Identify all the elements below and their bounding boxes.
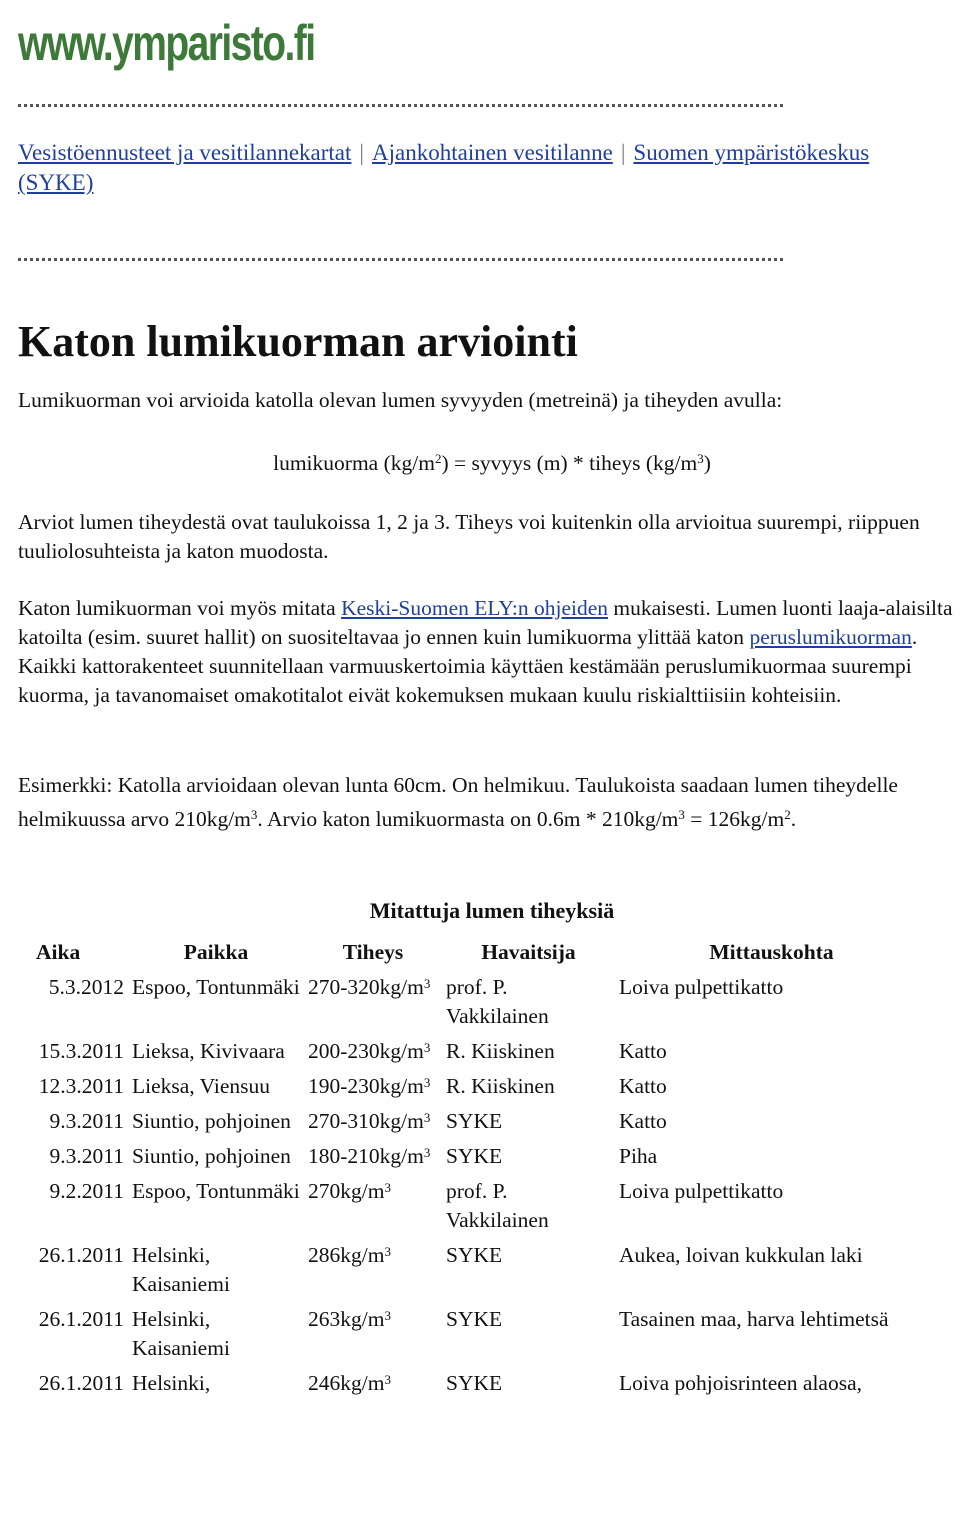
cell-observer: SYKE [446,1109,503,1133]
dotted-divider [18,104,783,107]
cell-place: Espoo, Tontunmäki [132,975,300,999]
cell-place: Siuntio, pohjoinen [132,1109,291,1133]
table-row [36,1142,924,1171]
table-row [36,1107,924,1136]
cell-date: 12.3.2011 [38,1074,124,1098]
cell-density: $270-320kg/m^3$ [308,975,431,999]
cell-location: Loiva pulpettikatto [619,975,784,999]
snow-density-table [28,932,932,1404]
nav-link-water-situation[interactable]: Ajankohtainen vesitilanne [372,140,613,165]
table-row [36,1177,924,1235]
cell-observer: SYKE [446,1243,503,1267]
cell-date: 26.1.2011 [38,1307,124,1331]
cell-place: Lieksa, Kivivaara [132,1039,285,1063]
table-row [36,1241,924,1299]
cell-density: $286kg/m^3$ [308,1243,391,1267]
cell-location: Aukea, loivan kukkulan laki [619,1243,863,1267]
ely-guide-link[interactable]: Keski-Suomen ELY:n ohjeiden [341,596,609,620]
page-title: Katon lumikuorman arviointi [18,317,578,366]
cell-density: $190-230kg/m^3$ [308,1074,431,1098]
cell-density: $270kg/m^3$ [308,1179,391,1203]
table-header-row [36,938,924,967]
measurement-paragraph: Katon lumikuorman voi myös mitata Keski-Suomen ELY:n ohjeiden mukaisesti. Lumen luonti laaja-alaisilta katoilta (esim. suuret hallit) on suositeltavaa jo ennen kuin lumikuorma ylittää katon peruslumikuorman. Kaikki kattorakenteet suunnitellaan varmuuskertoimia käyttäen kestämään peruslumikuormaa suurempi kuorma, ja tavanomaiset omakotitalot eivät kokemuksen mukaan kuulu riskialttiisiin kohteisiin. [18,596,953,707]
top-nav [18,138,938,198]
col-header-location: Mittauskohta [709,940,834,964]
cell-location: Loiva pohjoisrinteen alaosa, [619,1371,862,1395]
site-logo[interactable]: www.ymparisto.fi [18,15,315,71]
cell-density: $263kg/m^3$ [308,1307,391,1331]
cell-observer: R. Kiiskinen [446,1074,555,1098]
cell-location: Piha [619,1144,658,1168]
col-header-density: Tiheys [342,940,404,964]
formula: lumikuorma $(kg/m^2)$ = syvyys (m) * tiheys $(kg/m^3)$ [273,451,711,475]
cell-observer: SYKE [446,1144,503,1168]
cell-place: Siuntio, pohjoinen [132,1144,291,1168]
table-row [36,1037,924,1066]
table-row [36,1072,924,1101]
nav-link-syke[interactable]: Suomen ympäristökeskus (SYKE) [18,140,870,195]
density-paragraph: Arviot lumen tiheydestä ovat taulukoissa 1, 2 ja 3. Tiheys voi kuitenkin olla arvioitua suurempi, riippuen tuuliolosuhteista ja katon muodosta. [18,510,920,563]
nav-link-forecasts[interactable]: Vesistöennusteet ja vesitilannekartat [18,140,352,165]
cell-observer: SYKE [446,1371,503,1395]
col-header-observer: Havaitsija [481,940,576,964]
cell-date: 26.1.2011 [38,1371,124,1395]
cell-date: 9.3.2011 [49,1109,124,1133]
cell-observer: prof. P. Vakkilainen [446,975,549,1028]
table-row [36,973,924,1031]
cell-date: 15.3.2011 [38,1039,124,1063]
cell-place: Helsinki, Kaisaniemi [132,1243,230,1296]
col-header-date: Aika [36,940,81,964]
cell-location: Tasainen maa, harva lehtimetsä [619,1307,889,1331]
example-paragraph: Esimerkki: Katolla arvioidaan olevan lunta 60cm. On helmikuu. Taulukoista saadaan lumen tiheydelle helmikuussa arvo $210kg/m^3$. Arvio katon lumikuormasta on $0.6m * 210kg/m^3 = 126kg/m^2$. [18,773,898,831]
table-row [36,1369,924,1398]
cell-observer: R. Kiiskinen [446,1039,555,1063]
cell-date: 26.1.2011 [38,1243,124,1267]
cell-density: $270-310kg/m^3$ [308,1109,431,1133]
table-caption: Mitattuja lumen tiheyksiä [369,898,615,923]
cell-place: Helsinki, Kaisaniemi [132,1307,230,1360]
cell-place: Lieksa, Viensuu [132,1074,271,1098]
cell-location: Loiva pulpettikatto [619,1179,784,1203]
cell-density: $180-210kg/m^3$ [308,1144,431,1168]
col-header-place: Paikka [183,940,249,964]
cell-place: Espoo, Tontunmäki [132,1179,300,1203]
cell-location: Katto [619,1074,667,1098]
cell-observer: SYKE [446,1307,503,1331]
cell-place: Helsinki, [132,1371,211,1395]
cell-density: $246kg/m^3$ [308,1371,391,1395]
cell-observer: prof. P. Vakkilainen [446,1179,549,1232]
cell-date: 9.3.2011 [49,1144,124,1168]
nav-separator: | [359,140,365,165]
cell-location: Katto [619,1109,667,1133]
cell-date: 5.3.2012 [48,975,124,999]
cell-density: $200-230kg/m^3$ [308,1039,431,1063]
base-snow-load-link[interactable]: peruslumikuorman [749,625,912,649]
nav-separator: | [620,140,626,165]
cell-date: 9.2.2011 [49,1179,124,1203]
dotted-divider [18,258,783,261]
intro-paragraph: Lumikuorman voi arvioida katolla olevan lumen syvyyden (metreinä) ja tiheyden avulla: [18,388,783,412]
cell-location: Katto [619,1039,667,1063]
table-row [36,1305,924,1363]
